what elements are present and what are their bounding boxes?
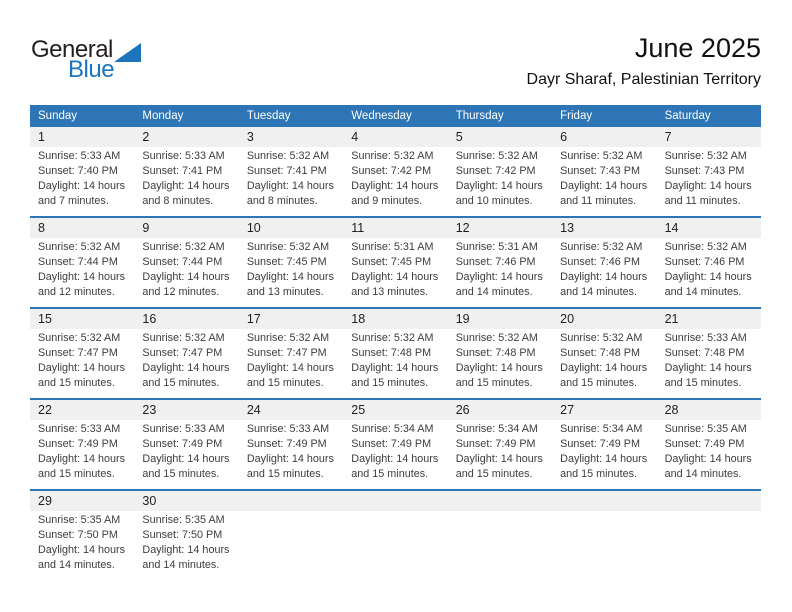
day-cell: [657, 149, 761, 209]
daylight-hours-text: Daylight: 14 hours: [38, 180, 126, 192]
sunset-text: Sunset: 7:47 PM: [246, 347, 327, 359]
daylight-minutes-text: and 8 minutes.: [246, 195, 318, 207]
day-cell: [343, 422, 447, 482]
day-number-strip: [30, 400, 761, 420]
day-number: 26: [455, 403, 470, 417]
logo-blue-text: Blue: [68, 56, 115, 83]
sunrise-text: Sunrise: 5:32 AM: [142, 241, 225, 253]
sunset-text: Sunset: 7:43 PM: [664, 165, 745, 177]
daylight-minutes-text: and 15 minutes.: [455, 468, 533, 480]
day-cell: [30, 422, 134, 482]
day-cell: [30, 513, 134, 573]
daylight-hours-text: Daylight: 14 hours: [142, 180, 230, 192]
day-cell: [448, 149, 552, 209]
sunrise-text: Sunrise: 5:31 AM: [455, 241, 538, 253]
daylight-hours-text: Daylight: 14 hours: [351, 180, 439, 192]
day-number: 7: [664, 130, 672, 144]
daylight-minutes-text: and 15 minutes.: [142, 377, 220, 389]
day-cell: [343, 240, 447, 300]
sunrise-text: Sunrise: 5:33 AM: [664, 332, 747, 344]
sunrise-text: Sunrise: 5:32 AM: [38, 241, 121, 253]
sunset-text: Sunset: 7:43 PM: [560, 165, 640, 177]
day-cell: [239, 422, 343, 482]
daylight-hours-text: Daylight: 14 hours: [455, 453, 543, 465]
daylight-minutes-text: and 12 minutes.: [38, 286, 115, 298]
weekday-header-tuesday: Tuesday: [246, 110, 291, 122]
sunrise-text: Sunrise: 5:33 AM: [142, 423, 225, 435]
calendar-table: [30, 105, 761, 580]
day-number: 13: [560, 221, 575, 235]
general-blue-logo: [31, 38, 141, 82]
day-number: 24: [246, 403, 261, 417]
daylight-hours-text: Daylight: 14 hours: [664, 180, 752, 192]
day-number: 18: [351, 312, 366, 326]
weekday-header-wednesday: Wednesday: [351, 110, 412, 122]
day-number: 10: [246, 221, 261, 235]
day-cell: [448, 331, 552, 391]
daylight-hours-text: Daylight: 14 hours: [560, 271, 648, 283]
sunset-text: Sunset: 7:48 PM: [560, 347, 640, 359]
day-number: 11: [351, 221, 365, 235]
day-number: 19: [455, 312, 470, 326]
day-cell: [657, 331, 761, 391]
day-cell: [343, 149, 447, 209]
daylight-hours-text: Daylight: 14 hours: [38, 544, 126, 556]
day-cell: [552, 331, 656, 391]
sunset-text: Sunset: 7:44 PM: [38, 256, 118, 268]
daylight-hours-text: Daylight: 14 hours: [246, 180, 334, 192]
day-cell: [657, 513, 761, 573]
day-number: 20: [560, 312, 575, 326]
day-cell: [134, 240, 238, 300]
week-content-row: [30, 420, 761, 489]
daylight-hours-text: Daylight: 14 hours: [351, 271, 439, 283]
sunrise-text: Sunrise: 5:34 AM: [455, 423, 538, 435]
sunrise-text: Sunrise: 5:32 AM: [351, 150, 434, 162]
sunrise-text: Sunrise: 5:33 AM: [142, 150, 225, 162]
day-number: 2: [142, 130, 150, 144]
day-number: 22: [38, 403, 52, 417]
sunset-text: Sunset: 7:49 PM: [664, 438, 745, 450]
sunrise-text: Sunrise: 5:32 AM: [560, 332, 643, 344]
day-number: [448, 491, 552, 511]
sunrise-text: Sunrise: 5:34 AM: [351, 423, 434, 435]
sunset-text: Sunset: 7:49 PM: [38, 438, 118, 450]
week-content-row: [30, 147, 761, 216]
daylight-hours-text: Daylight: 14 hours: [142, 453, 230, 465]
daylight-hours-text: Daylight: 14 hours: [38, 271, 126, 283]
daylight-hours-text: Daylight: 14 hours: [560, 453, 648, 465]
daylight-hours-text: Daylight: 14 hours: [142, 544, 230, 556]
daylight-minutes-text: and 14 minutes.: [455, 286, 533, 298]
daylight-minutes-text: and 8 minutes.: [142, 195, 214, 207]
sunset-text: Sunset: 7:50 PM: [142, 529, 223, 541]
day-cell: [134, 513, 238, 573]
calendar-location: Dayr Sharaf, Palestinian Territory: [526, 71, 761, 89]
day-number-strip: [30, 491, 761, 511]
day-number: 8: [38, 221, 45, 235]
sunset-text: Sunset: 7:44 PM: [142, 256, 223, 268]
daylight-minutes-text: and 15 minutes.: [351, 468, 429, 480]
daylight-hours-text: Daylight: 14 hours: [246, 271, 334, 283]
sunset-text: Sunset: 7:42 PM: [455, 165, 536, 177]
day-number: 15: [38, 312, 52, 326]
day-cell: [552, 513, 656, 573]
sunset-text: Sunset: 7:46 PM: [664, 256, 745, 268]
sunset-text: Sunset: 7:46 PM: [455, 256, 536, 268]
daylight-minutes-text: and 14 minutes.: [664, 468, 742, 480]
calendar-month-title: June 2025: [634, 33, 761, 63]
daylight-minutes-text: and 15 minutes.: [351, 377, 429, 389]
day-cell: [343, 331, 447, 391]
daylight-hours-text: Daylight: 14 hours: [142, 271, 230, 283]
sunrise-text: Sunrise: 5:34 AM: [560, 423, 643, 435]
sunrise-text: Sunrise: 5:35 AM: [142, 514, 225, 526]
sunset-text: Sunset: 7:45 PM: [246, 256, 327, 268]
day-cell: [343, 513, 447, 573]
day-cell: [552, 240, 656, 300]
sunrise-text: Sunrise: 5:32 AM: [560, 241, 643, 253]
sunrise-text: Sunrise: 5:35 AM: [664, 423, 747, 435]
day-cell: [552, 149, 656, 209]
day-number: [343, 491, 447, 511]
daylight-hours-text: Daylight: 14 hours: [664, 362, 752, 374]
day-cell: [239, 513, 343, 573]
day-number: 5: [455, 130, 463, 144]
daylight-minutes-text: and 15 minutes.: [38, 377, 115, 389]
daylight-minutes-text: and 15 minutes.: [560, 468, 637, 480]
sunrise-text: Sunrise: 5:32 AM: [455, 332, 538, 344]
sunset-text: Sunset: 7:48 PM: [351, 347, 432, 359]
logo-triangle-icon: [114, 43, 141, 62]
daylight-hours-text: Daylight: 14 hours: [560, 180, 648, 192]
day-number-strip: [30, 309, 761, 329]
sunset-text: Sunset: 7:48 PM: [455, 347, 536, 359]
day-cell: [30, 331, 134, 391]
daylight-hours-text: Daylight: 14 hours: [455, 271, 543, 283]
week-content-row: [30, 329, 761, 398]
day-cell: [448, 422, 552, 482]
sunrise-text: Sunrise: 5:32 AM: [351, 332, 434, 344]
sunrise-text: Sunrise: 5:32 AM: [142, 332, 225, 344]
sunrise-text: Sunrise: 5:32 AM: [246, 332, 330, 344]
daylight-minutes-text: and 12 minutes.: [142, 286, 220, 298]
sunrise-text: Sunrise: 5:32 AM: [664, 150, 747, 162]
day-number: 28: [664, 403, 679, 417]
weekday-header-sunday: Sunday: [38, 110, 78, 122]
day-number-strip: [30, 218, 761, 238]
daylight-minutes-text: and 15 minutes.: [246, 468, 324, 480]
daylight-hours-text: Daylight: 14 hours: [38, 362, 126, 374]
day-number: 30: [142, 494, 157, 508]
weekday-header-thursday: Thursday: [455, 110, 504, 122]
daylight-minutes-text: and 15 minutes.: [455, 377, 533, 389]
calendar-weeks: [30, 127, 761, 580]
week-row: [30, 216, 761, 307]
daylight-hours-text: Daylight: 14 hours: [246, 453, 334, 465]
sunset-text: Sunset: 7:41 PM: [246, 165, 327, 177]
sunset-text: Sunset: 7:47 PM: [38, 347, 118, 359]
day-cell: [552, 422, 656, 482]
day-number: [657, 491, 761, 511]
day-cell: [239, 149, 343, 209]
sunrise-text: Sunrise: 5:32 AM: [246, 150, 330, 162]
daylight-minutes-text: and 15 minutes.: [246, 377, 324, 389]
sunrise-text: Sunrise: 5:33 AM: [38, 423, 121, 435]
day-number: 3: [246, 130, 254, 144]
day-number: 12: [455, 221, 470, 235]
daylight-minutes-text: and 15 minutes.: [142, 468, 220, 480]
daylight-minutes-text: and 15 minutes.: [560, 377, 637, 389]
sunset-text: Sunset: 7:50 PM: [38, 529, 118, 541]
day-cell: [657, 422, 761, 482]
weekday-header-friday: Friday: [560, 110, 593, 122]
daylight-hours-text: Daylight: 14 hours: [664, 271, 752, 283]
week-row: [30, 398, 761, 489]
daylight-hours-text: Daylight: 14 hours: [455, 362, 543, 374]
daylight-minutes-text: and 9 minutes.: [351, 195, 423, 207]
sunrise-text: Sunrise: 5:33 AM: [38, 150, 121, 162]
daylight-minutes-text: and 14 minutes.: [560, 286, 637, 298]
day-number: 6: [560, 130, 568, 144]
day-number: 17: [246, 312, 261, 326]
day-cell: [239, 240, 343, 300]
daylight-minutes-text: and 13 minutes.: [351, 286, 429, 298]
week-row: [30, 307, 761, 398]
daylight-minutes-text: and 15 minutes.: [38, 468, 115, 480]
day-number: [552, 491, 656, 511]
daylight-hours-text: Daylight: 14 hours: [560, 362, 648, 374]
daylight-minutes-text: and 11 minutes.: [560, 195, 637, 207]
day-number: 27: [560, 403, 575, 417]
day-cell: [30, 149, 134, 209]
sunrise-text: Sunrise: 5:33 AM: [246, 423, 330, 435]
week-row: [30, 127, 761, 216]
sunset-text: Sunset: 7:49 PM: [455, 438, 536, 450]
daylight-minutes-text: and 10 minutes.: [455, 195, 533, 207]
week-content-row: [30, 511, 761, 580]
day-number: 4: [351, 130, 359, 144]
day-number: [239, 491, 343, 511]
sunrise-text: Sunrise: 5:32 AM: [455, 150, 538, 162]
sunset-text: Sunset: 7:47 PM: [142, 347, 223, 359]
sunset-text: Sunset: 7:40 PM: [38, 165, 118, 177]
day-cell: [30, 240, 134, 300]
weekday-header-saturday: Saturday: [664, 110, 711, 122]
daylight-hours-text: Daylight: 14 hours: [38, 453, 126, 465]
sunset-text: Sunset: 7:45 PM: [351, 256, 432, 268]
day-cell: [657, 240, 761, 300]
sunset-text: Sunset: 7:49 PM: [142, 438, 223, 450]
day-cell: [134, 149, 238, 209]
weekday-header-row: [30, 105, 761, 127]
sunrise-text: Sunrise: 5:32 AM: [560, 150, 643, 162]
sunset-text: Sunset: 7:46 PM: [560, 256, 640, 268]
daylight-minutes-text: and 14 minutes.: [142, 559, 220, 571]
daylight-minutes-text: and 13 minutes.: [246, 286, 324, 298]
daylight-minutes-text: and 14 minutes.: [38, 559, 115, 571]
day-cell: [134, 331, 238, 391]
day-cell: [239, 331, 343, 391]
daylight-minutes-text: and 11 minutes.: [664, 195, 741, 207]
sunrise-text: Sunrise: 5:32 AM: [246, 241, 330, 253]
daylight-hours-text: Daylight: 14 hours: [664, 453, 752, 465]
sunset-text: Sunset: 7:49 PM: [246, 438, 327, 450]
day-number: 9: [142, 221, 150, 235]
day-number: 21: [664, 312, 679, 326]
day-cell: [448, 240, 552, 300]
daylight-minutes-text: and 14 minutes.: [664, 286, 742, 298]
sunset-text: Sunset: 7:48 PM: [664, 347, 745, 359]
daylight-hours-text: Daylight: 14 hours: [351, 362, 439, 374]
sunrise-text: Sunrise: 5:32 AM: [38, 332, 121, 344]
daylight-minutes-text: and 7 minutes.: [38, 195, 109, 207]
daylight-hours-text: Daylight: 14 hours: [351, 453, 439, 465]
sunrise-text: Sunrise: 5:35 AM: [38, 514, 121, 526]
sunrise-text: Sunrise: 5:31 AM: [351, 241, 434, 253]
daylight-hours-text: Daylight: 14 hours: [246, 362, 334, 374]
sunset-text: Sunset: 7:41 PM: [142, 165, 223, 177]
logo-general-text: General: [31, 36, 113, 63]
sunset-text: Sunset: 7:42 PM: [351, 165, 432, 177]
daylight-minutes-text: and 15 minutes.: [664, 377, 742, 389]
day-number-strip: [30, 127, 761, 147]
day-number: 1: [38, 130, 45, 144]
daylight-hours-text: Daylight: 14 hours: [142, 362, 230, 374]
daylight-hours-text: Daylight: 14 hours: [455, 180, 543, 192]
day-number: 23: [142, 403, 157, 417]
day-cell: [134, 422, 238, 482]
sunrise-text: Sunrise: 5:32 AM: [664, 241, 747, 253]
week-content-row: [30, 238, 761, 307]
day-cell: [448, 513, 552, 573]
day-number: 16: [142, 312, 157, 326]
sunset-text: Sunset: 7:49 PM: [351, 438, 432, 450]
title-block: [527, 33, 761, 89]
day-number: 14: [664, 221, 679, 235]
sunset-text: Sunset: 7:49 PM: [560, 438, 640, 450]
week-row: [30, 489, 761, 580]
day-number: 25: [351, 403, 366, 417]
day-number: 29: [38, 494, 52, 508]
weekday-header-monday: Monday: [142, 110, 184, 122]
